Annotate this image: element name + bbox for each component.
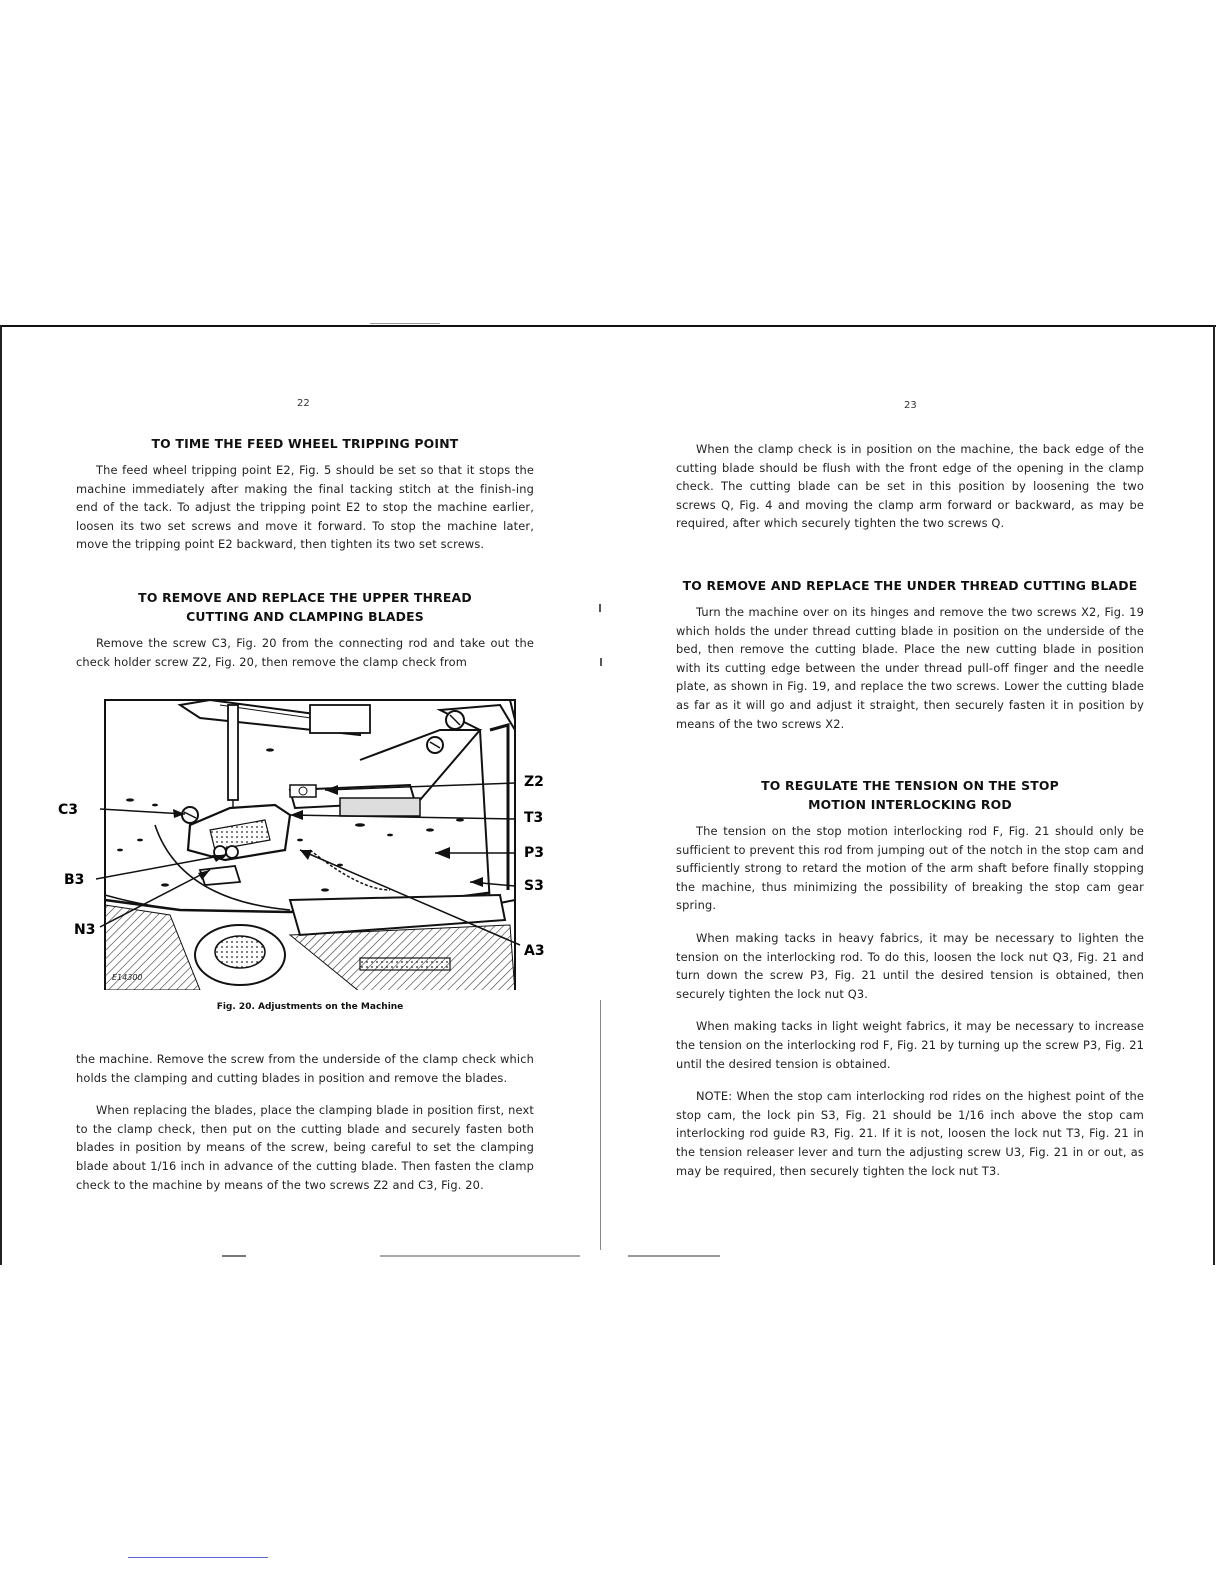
callout-s3: S3 [524,878,544,894]
top-border-line [0,325,1216,327]
left-border-line [0,325,2,1265]
spine-mark [600,658,602,666]
section-paragraph: When the clamp check is in position on the machine, the back edge of the cutting blade should be flush with the front edge of the opening in the clamp check. The cutting blade can be set in this position by loosening the two screws Q, Fig. 4 and moving the clamp arm forward or backward, as may be required, after which securely tighten the two screws Q. [676,442,1144,531]
scan-mark [628,1255,720,1257]
callout-b3: B3 [64,872,85,888]
callout-n3: N3 [74,922,96,938]
figure-code: E14300 [112,973,143,982]
section-paragraph: Turn the machine over on its hinges and remove the two screws X2, Fig. 19 which holds the under thread cutting blade in position on the underside of the bed, then remove the cutting blade. Place the new cutting blade in position with its cutting edge between the under thread pull-off finger and the needle plate, as shown in Fig. 19, and replace the two screws. Lower the cutting blade as far as it will go and adjust it straight, then securely fasten it in position by means of the two screws X2. [676,605,1144,731]
section-paragraph-continued: the machine. Remove the screw from the underside of the clamp check which holds the clamping and cutting blades in position and remove the blades. [76,1052,534,1085]
section-heading: TO TIME THE FEED WHEEL TRIPPING POINT [151,436,459,451]
section-under-thread-blade [676,576,1144,733]
section-clamp-check [676,440,1144,533]
page-number: 22 [297,398,310,409]
section-heading-line1: TO REMOVE AND REPLACE THE UPPER THREAD [138,590,472,605]
note-paragraph: NOTE: When the stop cam interlocking rod rides on the highest point of the stop cam, the lock pin S3, Fig. 21 should be 1/16 inch above the stop cam interlocking rod guide R3, Fig. 21. If it is not, loosen the lock nut T3, Fig. 21 in the tension releaser lever and turn the adjusting screw U3, Fig. 21 in or out, as may be required, then securely tighten the lock nut T3. [676,1089,1144,1178]
section-heading-line1: TO REGULATE THE TENSION ON THE STOP [761,778,1059,793]
section-upper-thread-blades-cont [76,1050,534,1194]
right-border-line [1213,325,1215,1265]
section-heading-line2: CUTTING AND CLAMPING BLADES [186,609,424,624]
figure-20 [60,690,560,1020]
top-border-fragment [370,323,440,324]
section-paragraph: When making tacks in heavy fabrics, it may be necessary to lighten the tension on the interlocking rod. To do this, loosen the lock nut Q3, Fig. 21 and turn down the screw P3, Fig. 21 until the desired tension is obtained, then securely tighten the lock nut Q3. [676,930,1144,1001]
figure-caption: Fig. 20. Adjustments on the Machine [216,1002,404,1012]
section-paragraph: The feed wheel tripping point E2, Fig. 5 should be set so that it stops the machine immediately after making the final tacking stitch at the finish-ing end of the tack. To adjust the tripping point E2 to stop the machine earlier, loosen its two set screws and move it forward. To stop the machine later, move the tripping point E2 backward, then tighten its two set screws. [76,463,534,552]
section-tension-interlocking [676,776,1144,1180]
spine-mark [599,604,601,612]
book-spine-line [600,1000,601,1250]
callout-p3: P3 [524,845,545,861]
section-paragraph: Remove the screw C3, Fig. 20 from the connecting rod and take out the check holder screw Z2, Fig. 20, then remove the clamp check from [76,636,534,669]
callout-z2: Z2 [524,774,544,790]
scan-mark-blue [128,1557,268,1558]
callout-c3: C3 [58,802,79,818]
section-heading: TO REMOVE AND REPLACE THE UNDER THREAD CUTTING BLADE [682,578,1138,593]
section-heading-line2: MOTION INTERLOCKING ROD [808,797,1012,812]
machine-illustration [60,690,560,990]
page-number: 23 [904,400,917,411]
section-upper-thread-blades [76,588,534,671]
section-paragraph: The tension on the stop motion interlocking rod F, Fig. 21 should only be sufficient to prevent this rod from jumping out of the notch in the stop cam and sufficiently strong to retard the motion of the arm shaft before finally stopping the machine, thus minimizing the possibility of breaking the stop cam gear spring. [676,824,1144,913]
section-paragraph: When replacing the blades, place the clamping blade in position first, next to the clamp check, then put on the cutting blade and securely fasten both blades in position by means of the screw, being careful to set the clamping blade about 1/16 inch in advance of the cutting blade. Then fasten the clamp check to the machine by means of the two screws Z2 and C3, Fig. 20. [76,1103,534,1192]
callout-t3: T3 [524,810,544,826]
section-paragraph: When making tacks in light weight fabrics, it may be necessary to increase the tension on the interlocking rod F, Fig. 21 by turning up the screw P3, Fig. 21 until the desired tension is obtained. [676,1019,1144,1071]
scan-mark [380,1255,580,1257]
section-feed-wheel [76,434,534,554]
scan-mark [222,1255,246,1257]
callout-a3: A3 [524,943,545,959]
